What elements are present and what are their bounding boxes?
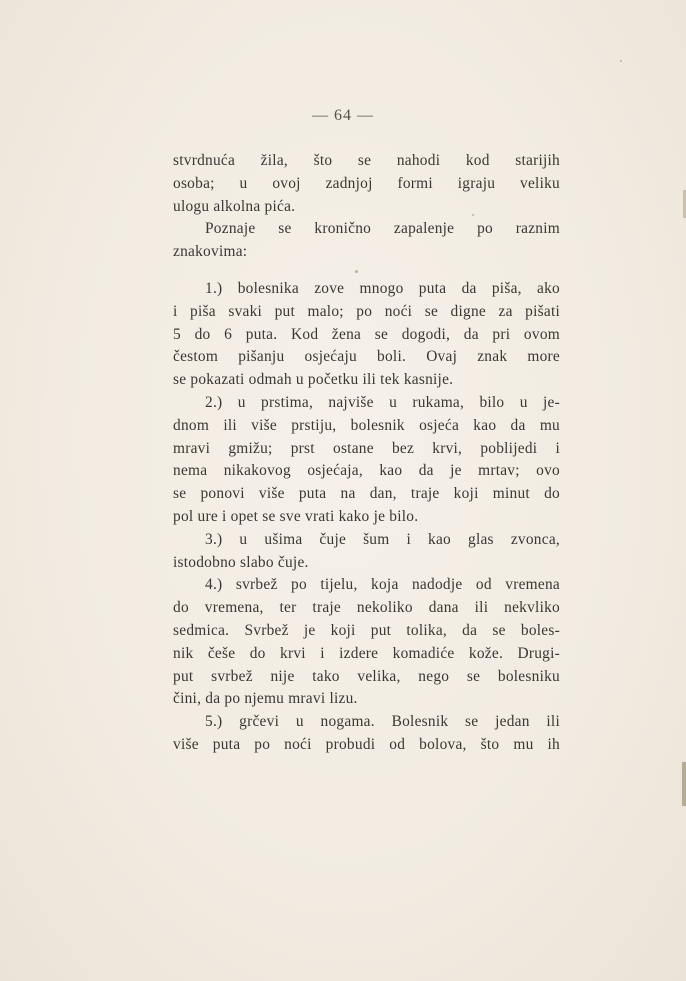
text-line: osoba; u ovoj zadnjoj formi igraju veliku <box>173 174 560 192</box>
text-line: mravi gmižu; prst ostane bez krvi, poblijedi i <box>173 439 560 457</box>
paper-speck <box>472 214 474 216</box>
page-edge-mark <box>682 762 686 806</box>
text-line: ulogu alkolna pića. <box>173 197 296 215</box>
text-line: stvrdnuća žila, što se nahodi kod starijih <box>173 152 560 169</box>
text-line: 3.) u ušima čuje šum i kao glas zvonca, <box>205 530 560 548</box>
text-line: Poznaje se kronično zapalenje po raznim <box>205 220 560 238</box>
text-line: i piša svaki put malo; po noći se digne za pišati <box>173 302 560 320</box>
paragraph-gap <box>173 264 560 278</box>
text-line: pol ure i opet se sve vrati kako je bilo. <box>173 507 419 525</box>
text-line: 5.) grčevi u nogama. Bolesnik se jedan ili <box>205 713 560 731</box>
paper-speck <box>620 60 622 62</box>
text-line: 4.) svrbež po tijelu, koja nadodje od vremena <box>205 576 560 594</box>
text-line: se pokazati odmah u početku ili tek kasnije. <box>173 371 454 389</box>
text-line: sedmica. Svrbež je koji put tolika, da se boles- <box>173 621 560 639</box>
body-text <box>173 150 560 757</box>
text-line: 2.) u prstima, najviše u rukama, bilo u je- <box>205 393 560 411</box>
text-line: čestom pišanju osjećaju boli. Ovaj znak more <box>173 348 560 366</box>
text-line: put svrbež nije tako velika, nego se bolesniku <box>173 667 560 685</box>
paper-speck <box>355 270 358 273</box>
text-line: nik češe do krvi i izdere komadiće kože. Drugi- <box>173 644 560 662</box>
text-line: do vremena, ter traje nekoliko dana ili nekvliko <box>173 599 560 617</box>
text-line: znakovima: <box>173 243 248 261</box>
text-line: 5 do 6 puta. Kod žena se dogodi, da pri ovom <box>173 325 560 343</box>
text-line: više puta po noći probudi od bolova, što mu ih <box>173 735 560 753</box>
text-line: se ponovi više puta na dan, traje koji minut do <box>173 485 560 503</box>
page-number: — 64 — <box>312 107 374 124</box>
text-line: istodobno slabo čuje. <box>173 553 309 571</box>
text-line: čini, da po njemu mravi lizu. <box>173 690 358 708</box>
text-line: dnom ili više prstiju, bolesnik osjeća kao da mu <box>173 416 560 434</box>
text-line: 1.) bolesnika zove mnogo puta da piša, ako <box>205 279 560 297</box>
text-line: nema nikakovog osjećaja, kao da je mrtav; ovo <box>173 462 560 480</box>
